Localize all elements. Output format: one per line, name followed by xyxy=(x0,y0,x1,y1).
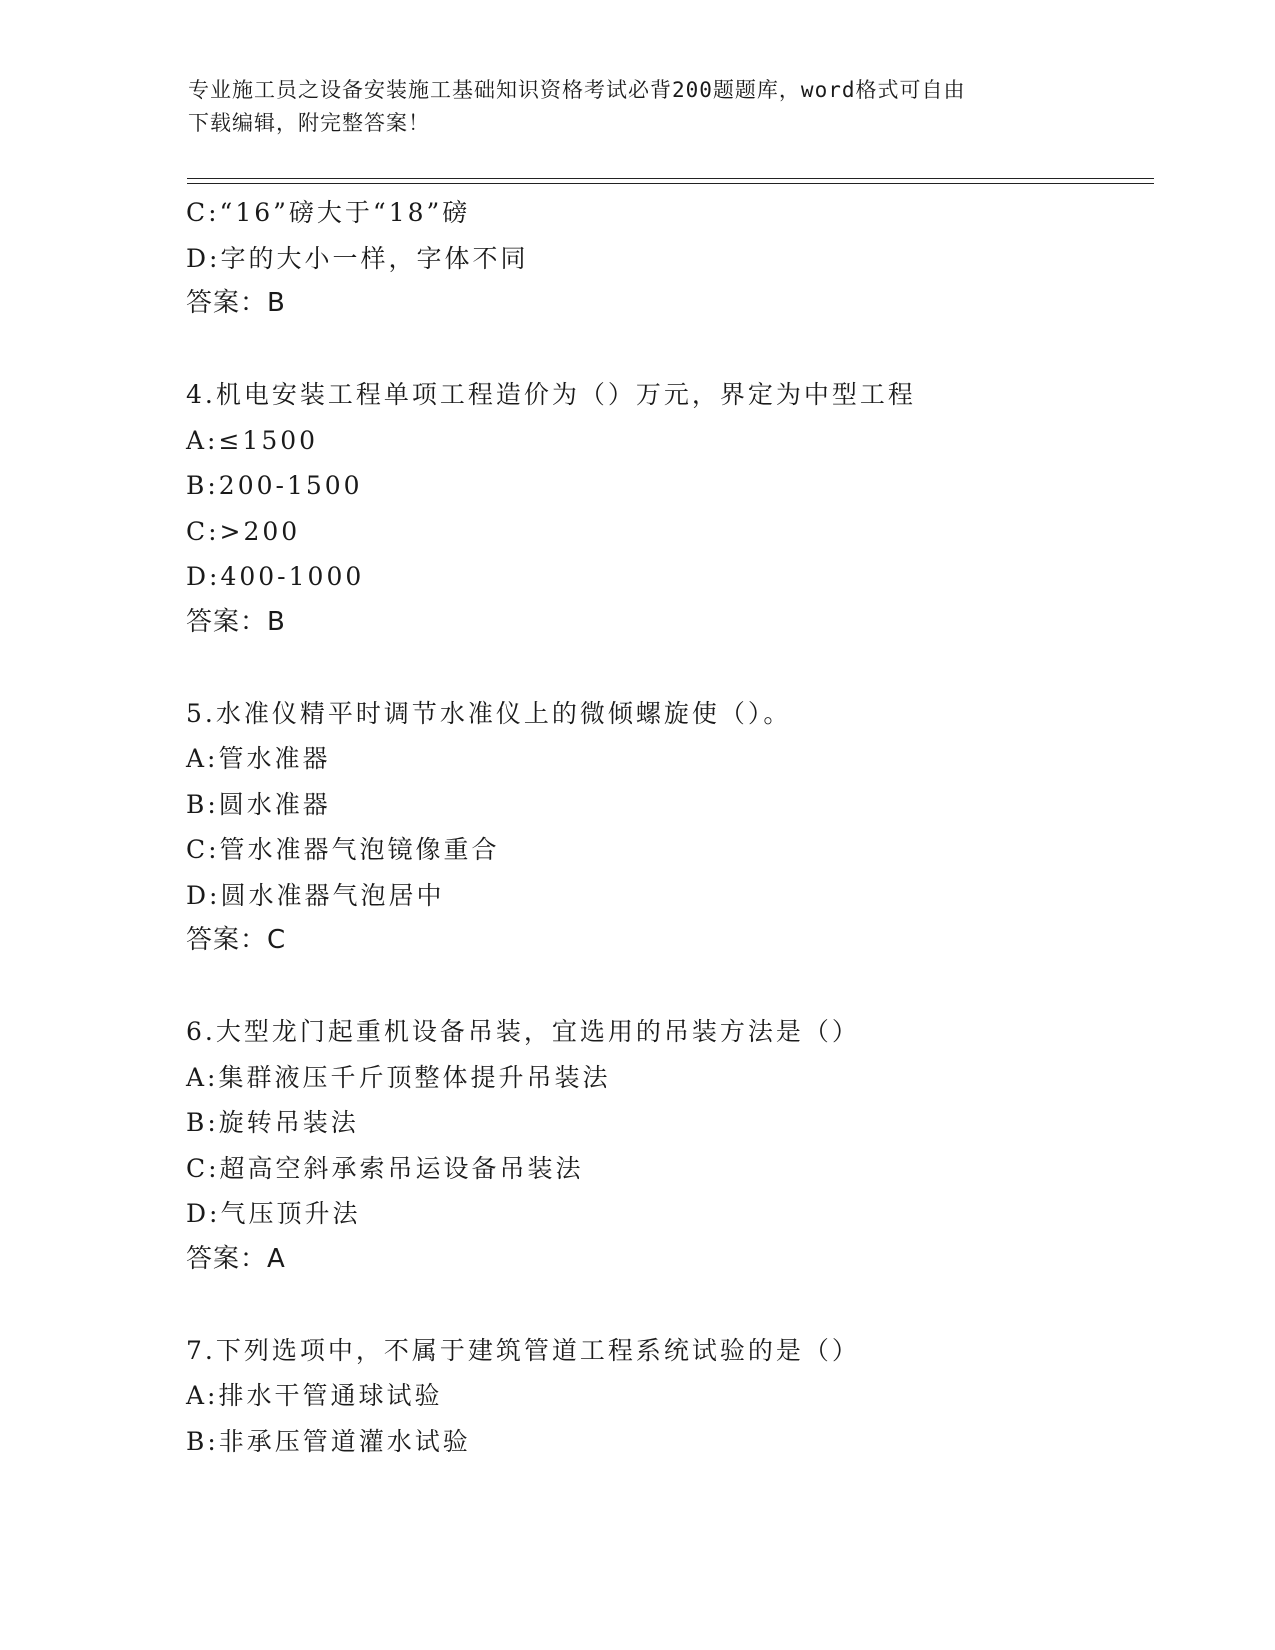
q3-option-d: D:字的大小一样，字体不同 xyxy=(186,243,529,273)
q6-answer: 答案：A xyxy=(186,1243,286,1274)
q6-option-b: B:旋转吊装法 xyxy=(186,1108,359,1137)
header-line-1: 专业施工员之设备安装施工基础知识资格考试必背200题题库，word格式可自由 xyxy=(188,78,966,102)
q4-option-b: B:200-1500 xyxy=(186,471,363,500)
question-6 xyxy=(186,1009,1146,1282)
q5-option-b: B:圆水准器 xyxy=(186,789,331,819)
q6-option-d: D:气压顶升法 xyxy=(186,1199,361,1228)
question-list xyxy=(186,190,1146,1464)
q4-answer: 答案：B xyxy=(186,606,286,637)
question-3 xyxy=(186,190,1146,327)
q6-option-a: A:集群液压千斤顶整体提升吊装法 xyxy=(186,1062,611,1092)
header-rule-bottom xyxy=(187,183,1154,184)
q7-option-a: A:排水干管通球试验 xyxy=(186,1381,443,1410)
q5-question: 5.水准仪精平时调节水准仪上的微倾螺旋使（）。 xyxy=(186,698,792,728)
q6-question: 6.大型龙门起重机设备吊装，宜选用的吊装方法是（） xyxy=(186,1017,860,1046)
q5-option-a: A:管水准器 xyxy=(186,744,331,773)
q4-option-d: D:400-1000 xyxy=(186,562,365,591)
q5-option-c: C:管水准器气泡镜像重合 xyxy=(186,835,500,864)
q3-option-c: C:“16”磅大于“18”磅 xyxy=(186,198,471,227)
header-note xyxy=(188,74,1088,140)
q4-option-c: C:>200 xyxy=(186,516,301,546)
q3-answer: 答案：B xyxy=(186,288,286,318)
spacer xyxy=(186,964,1146,1010)
q6-option-c: C:超高空斜承索吊运设备吊装法 xyxy=(186,1153,584,1183)
q7-option-b: B:非承压管道灌水试验 xyxy=(186,1426,471,1456)
q7-question: 7.下列选项中，不属于建筑管道工程系统试验的是（） xyxy=(186,1335,860,1365)
header-rule-top xyxy=(187,178,1154,179)
spacer xyxy=(186,327,1146,373)
question-5 xyxy=(186,691,1146,964)
spacer xyxy=(186,1282,1146,1328)
q5-answer: 答案：C xyxy=(186,925,287,955)
q4-option-a: A:≤1500 xyxy=(186,425,319,455)
spacer xyxy=(186,645,1146,691)
q5-option-d: D:圆水准器气泡居中 xyxy=(186,880,445,910)
q4-question: 4.机电安装工程单项工程造价为（）万元，界定为中型工程 xyxy=(186,380,916,409)
question-7 xyxy=(186,1328,1146,1465)
header-line-2: 下载编辑，附完整答案！ xyxy=(188,111,430,135)
question-4 xyxy=(186,372,1146,645)
